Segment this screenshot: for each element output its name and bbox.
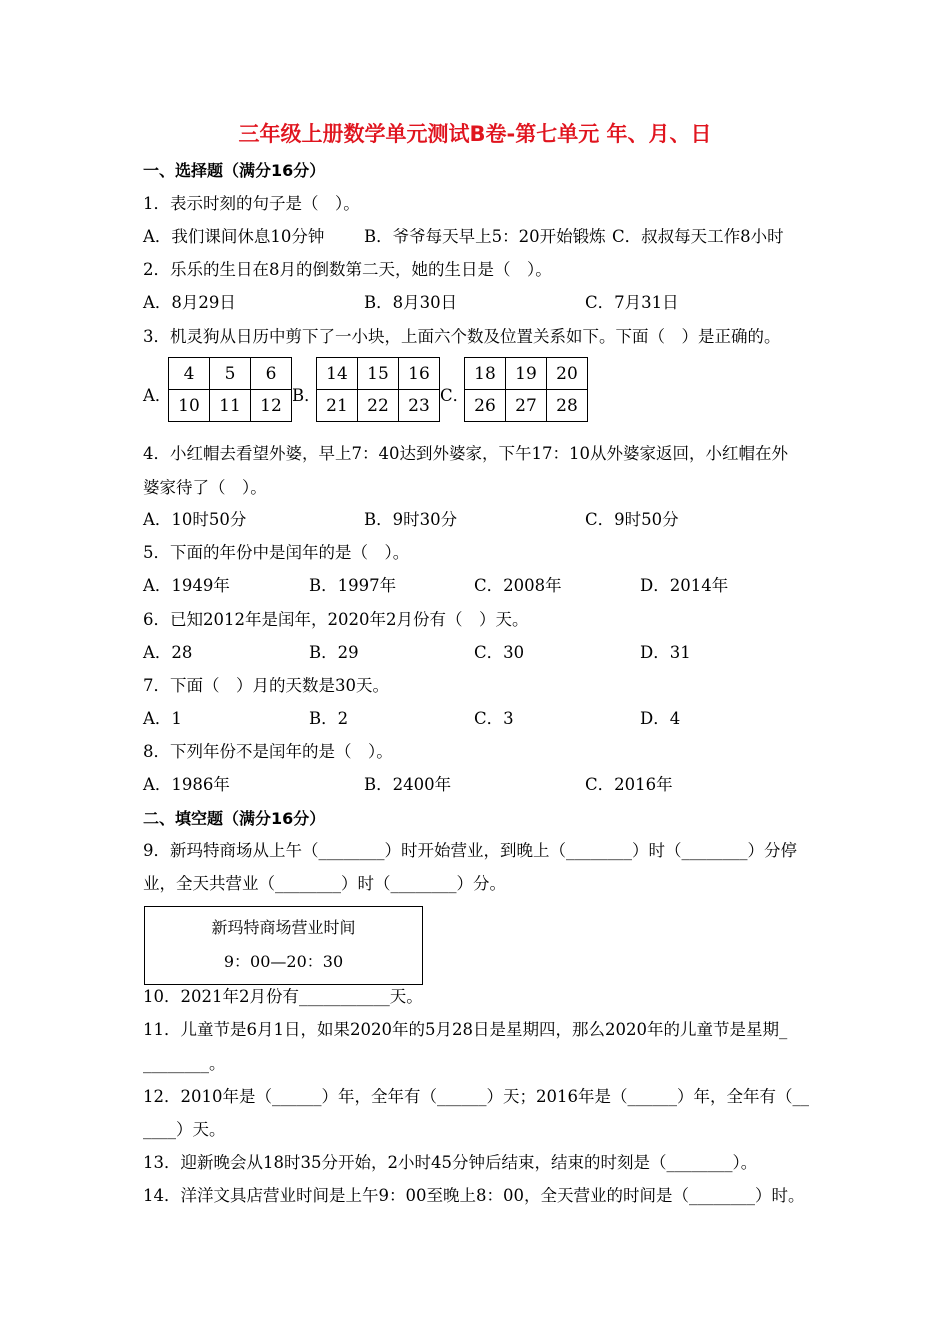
q3-calendar-grid-b xyxy=(316,357,440,422)
q5-option-c: C．2008年 xyxy=(474,576,562,595)
calendar-cell: 23 xyxy=(399,390,440,422)
q8-option-a: A．1986年 xyxy=(143,775,230,794)
q6-option-a: A．28 xyxy=(143,643,193,662)
question-11-line-1: 11．儿童节是6月1日，如果2020年的5月28日是星期四，那么2020年的儿童节是星期_ xyxy=(143,1020,788,1039)
question-3: 3．机灵狗从日历中剪下了一小块，上面六个数及位置关系如下。下面（ ）是正确的。 xyxy=(143,327,781,346)
q3-calendar-grid-c xyxy=(464,357,588,422)
calendar-cell: 4 xyxy=(169,358,210,390)
q5-option-b: B．1997年 xyxy=(309,576,397,595)
q5-option-d: D．2014年 xyxy=(640,576,729,595)
business-hours-box xyxy=(144,906,423,985)
question-9-line-2: 业，全天共营业（________）时（________）分。 xyxy=(143,874,506,893)
calendar-cell: 15 xyxy=(358,358,399,390)
q3-option-c-label: C． xyxy=(440,386,470,405)
calendar-cell: 26 xyxy=(465,390,506,422)
calendar-cell: 16 xyxy=(399,358,440,390)
question-8: 8．下列年份不是闰年的是（ ）。 xyxy=(143,742,393,761)
page-title: 三年级上册数学单元测试B卷-第七单元 年、月、日 xyxy=(238,122,712,146)
question-7: 7．下面（ ）月的天数是30天。 xyxy=(143,676,389,695)
calendar-cell: 19 xyxy=(506,358,547,390)
q1-option-a: A．我们课间休息10分钟 xyxy=(143,227,325,246)
calendar-cell: 28 xyxy=(547,390,588,422)
q2-option-b: B．8月30日 xyxy=(364,293,458,312)
q1-option-b: B．爷爷每天早上5：20开始锻炼 xyxy=(364,227,606,246)
calendar-cell: 27 xyxy=(506,390,547,422)
q6-option-d: D．31 xyxy=(640,643,691,662)
calendar-cell: 22 xyxy=(358,390,399,422)
question-6: 6．已知2012年是闰年，2020年2月份有（ ）天。 xyxy=(143,610,529,629)
q4-option-a: A．10时50分 xyxy=(143,510,247,529)
section-heading-choice: 一、选择题（满分16分） xyxy=(143,161,326,180)
question-11-line-2: ________。 xyxy=(143,1054,226,1073)
question-4-line-2: 婆家待了（ ）。 xyxy=(143,478,267,497)
question-13: 13．迎新晚会从18时35分开始，2小时45分钟后结束，结束的时刻是（________）。 xyxy=(143,1153,758,1172)
question-12-line-1: 12．2010年是（______）年，全年有（______）天；2016年是（______）年，全年有（__ xyxy=(143,1087,809,1106)
question-14: 14．洋洋文具店营业时间是上午9：00至晚上8：00，全天营业的时间是（________）时。 xyxy=(143,1186,805,1205)
q8-option-b: B．2400年 xyxy=(364,775,452,794)
q7-option-a: A．1 xyxy=(143,709,182,728)
question-12-line-2: ____）天。 xyxy=(143,1120,226,1139)
q6-option-c: C．30 xyxy=(474,643,525,662)
question-9-line-1: 9．新玛特商场从上午（________）时开始营业，到晚上（________）时（________）分停 xyxy=(143,841,797,860)
q4-option-c: C．9时50分 xyxy=(585,510,679,529)
q7-option-d: D．4 xyxy=(640,709,681,728)
q2-option-c: C．7月31日 xyxy=(585,293,679,312)
calendar-cell: 14 xyxy=(317,358,358,390)
q3-option-a-label: A． xyxy=(143,386,172,405)
calendar-cell: 12 xyxy=(251,390,292,422)
question-10: 10．2021年2月份有___________天。 xyxy=(143,987,423,1006)
calendar-cell: 10 xyxy=(169,390,210,422)
business-hours-time: 9：00—20：30 xyxy=(223,952,344,971)
q7-option-c: C．3 xyxy=(474,709,514,728)
calendar-cell: 11 xyxy=(210,390,251,422)
business-hours-title: 新玛特商场营业时间 xyxy=(211,918,356,937)
q7-option-b: B．2 xyxy=(309,709,349,728)
question-5: 5．下面的年份中是闰年的是（ ）。 xyxy=(143,543,410,562)
q5-option-a: A．1949年 xyxy=(143,576,230,595)
calendar-cell: 18 xyxy=(465,358,506,390)
calendar-cell: 21 xyxy=(317,390,358,422)
calendar-cell: 5 xyxy=(210,358,251,390)
q4-option-b: B．9时30分 xyxy=(364,510,458,529)
question-4-line-1: 4．小红帽去看望外婆，早上7：40达到外婆家，下午17：10从外婆家返回，小红帽在外 xyxy=(143,444,788,463)
question-2: 2．乐乐的生日在8月的倒数第二天，她的生日是（ ）。 xyxy=(143,260,552,279)
q1-option-c: C．叔叔每天工作8小时 xyxy=(612,227,784,246)
calendar-cell: 6 xyxy=(251,358,292,390)
q8-option-c: C．2016年 xyxy=(585,775,673,794)
q3-option-b-label: B． xyxy=(292,386,321,405)
q6-option-b: B．29 xyxy=(309,643,359,662)
question-1: 1．表示时刻的句子是（ ）。 xyxy=(143,194,360,213)
section-heading-fill: 二、填空题（满分16分） xyxy=(143,809,326,828)
calendar-cell: 20 xyxy=(547,358,588,390)
q3-calendar-grid-a xyxy=(168,357,292,422)
q2-option-a: A．8月29日 xyxy=(143,293,236,312)
